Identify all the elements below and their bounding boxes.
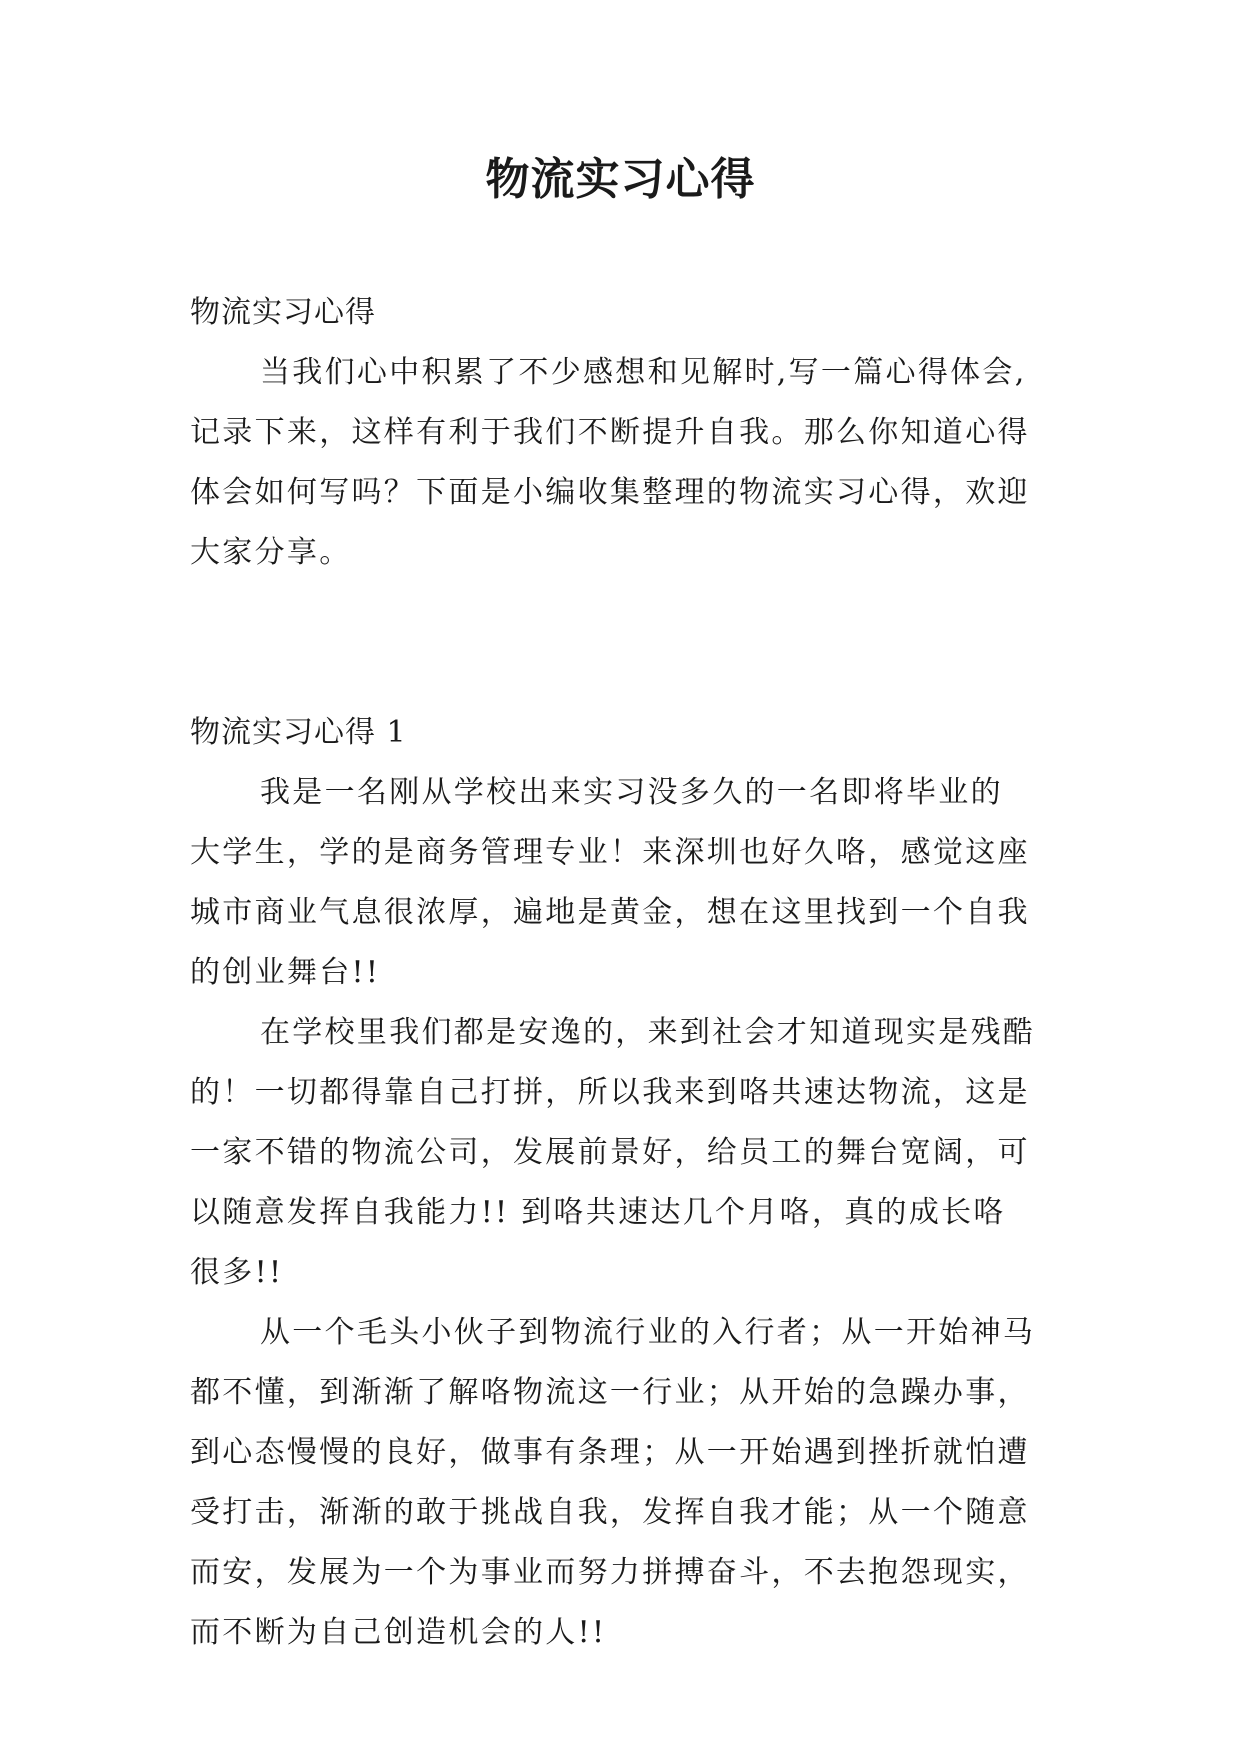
text-line: 受打击，渐渐的敢于挑战自我，发挥自我才能；从一个随意 <box>190 1495 1030 1530</box>
text-line: 到心态慢慢的良好，做事有条理；从一开始遇到挫折就怕遭 <box>190 1435 1030 1470</box>
section-gap <box>190 583 1060 703</box>
intro-paragraph <box>190 343 1060 583</box>
text-line: 的！一切都得靠自己打拼，所以我来到咯共速达物流，这是 <box>190 1075 1030 1110</box>
intro-heading: 物流实习心得 <box>190 295 376 330</box>
text-line: 记录下来，这样有利于我们不断提升自我。那么你知道心得 <box>190 415 1030 450</box>
text-line: 在学校里我们都是安逸的，来到社会才知道现实是残酷 <box>260 1015 1036 1050</box>
document-body <box>190 283 1060 1663</box>
text-line: 大家分享。 <box>190 535 352 570</box>
text-line: 大学生，学的是商务管理专业！来深圳也好久咯，感觉这座 <box>190 835 1030 870</box>
text-line: 的创业舞台!! <box>190 955 381 990</box>
text-line: 一家不错的物流公司，发展前景好，给员工的舞台宽阔，可 <box>190 1135 1030 1170</box>
text-line: 从一个毛头小伙子到物流行业的入行者；从一开始神马 <box>260 1315 1036 1350</box>
section1-paragraph-2 <box>190 1003 1060 1303</box>
text-line: 以随意发挥自我能力!! 到咯共速达几个月咯，真的成长咯 <box>190 1195 1006 1230</box>
text-line: 当我们心中积累了不少感想和见解时,写一篇心得体会, <box>260 355 1027 390</box>
text-line: 很多!! <box>190 1255 284 1290</box>
section1-paragraph-3 <box>190 1303 1060 1663</box>
text-line: 而不断为自己创造机会的人!! <box>190 1615 607 1650</box>
text-line: 都不懂，到渐渐了解咯物流这一行业；从开始的急躁办事， <box>190 1375 1030 1410</box>
document-title: 物流实习心得 <box>485 154 756 205</box>
section1-paragraph-1 <box>190 763 1060 1003</box>
text-line: 我是一名刚从学校出来实习没多久的一名即将毕业的 <box>260 775 1003 810</box>
section1-heading: 物流实习心得 1 <box>190 715 407 750</box>
text-line: 城市商业气息很浓厚，遍地是黄金，想在这里找到一个自我 <box>190 895 1030 930</box>
text-line: 而安，发展为一个为事业而努力拼搏奋斗，不去抱怨现实， <box>190 1555 1030 1590</box>
text-line: 体会如何写吗？下面是小编收集整理的物流实习心得，欢迎 <box>190 475 1030 510</box>
